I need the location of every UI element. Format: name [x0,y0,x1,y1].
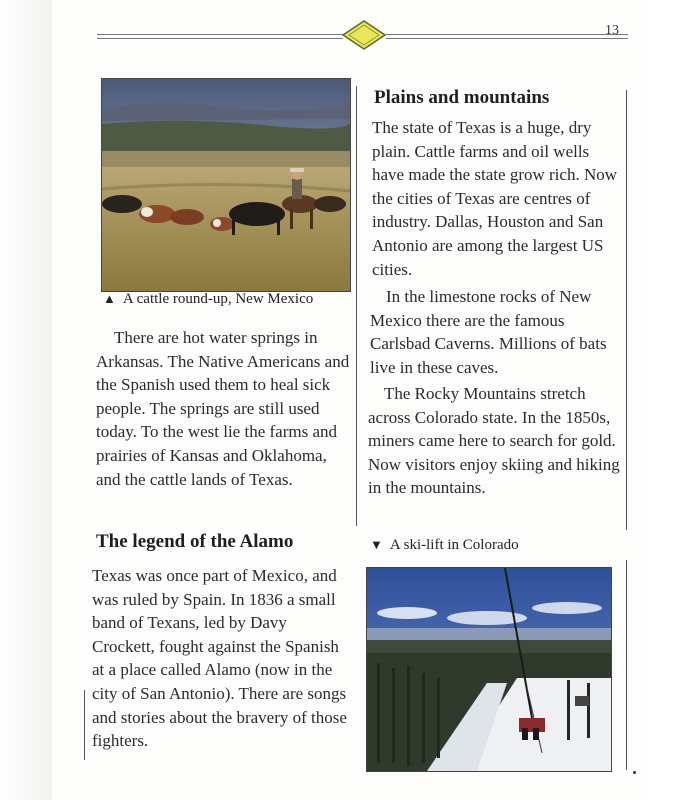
header-rule-right [386,34,628,39]
alamo-paragraph: Texas was once part of Mexico, and was ruled by Spain. In 1836 a small band of Texans, led by Davy Crockett, fought against the Spanish at a place called Alamo (now in the city of San Antonio). There are songs and stories about the bravery of those fighters. [92,566,347,751]
triangle-up-icon: ▲ [103,291,116,306]
plains-paragraph-2: In the limestone rocks of New Mexico there are the famous Carlsbad Caverns. Millions of bats live in these caves. [370,287,607,377]
left-border-line-lower [84,690,85,760]
right-border-line [626,90,627,530]
triangle-down-icon: ▼ [370,537,383,552]
cattle-photo-caption: ▲ A cattle round-up, New Mexico [103,291,314,307]
cattle-roundup-photo [101,78,351,292]
plains-heading: Plains and mountains [374,87,550,108]
ski-lift-photo [366,567,612,772]
springs-paragraph: There are hot water springs in Arkansas. The Native Americans and the Spanish used them to heal sick people. The springs are still used today. To the west lie the farms and prairies of Kansas and Oklahoma, and the cattle lands of Texas. [96,328,350,489]
column-divider [356,86,357,526]
page-number: 13 [605,23,619,38]
diamond-ornament-icon [341,19,387,51]
plains-paragraph-1: The state of Texas is a huge, dry plain. Cattle farms and oil wells have made the state grow rich. Now the cities of Texas are centres of industry. Dallas, Houston and San Antonio are among the largest US cities. [372,118,617,279]
page-mark [633,771,636,774]
ski-photo-caption: ▼ A ski-lift in Colorado [370,537,519,553]
header-rule-left [97,34,343,39]
right-border-line-lower [626,560,627,770]
alamo-heading: The legend of the Alamo [96,531,294,552]
page-gutter [0,0,52,800]
plains-paragraph-3: The Rocky Mountains stretch across Colorado state. In the 1850s, miners came here to search for gold. Now visitors enjoy skiing and hiking in the mountains. [368,384,620,498]
